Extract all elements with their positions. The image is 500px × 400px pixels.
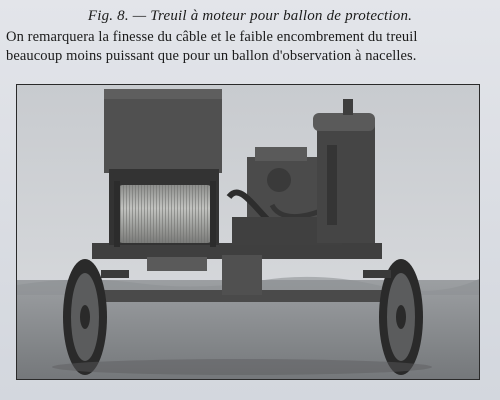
paragraph-line-2: beaucoup moins puissant que pour un ballon d'observation à nacelles.	[6, 47, 417, 64]
paragraph-line-1: On remarquera la finesse du câble et le faible encombrement du treuil	[6, 29, 418, 45]
caption-separator: —	[128, 8, 151, 24]
radiator	[317, 125, 375, 243]
figure-label: Fig. 8.	[87, 8, 129, 24]
caption-title: Treuil à moteur pour ballon de protection.	[150, 8, 413, 24]
photograph-winch	[16, 84, 480, 380]
body-paragraph	[6, 28, 494, 65]
figure-caption	[0, 8, 500, 25]
photograph-canvas	[17, 85, 479, 379]
drum-housing-top	[104, 89, 222, 173]
